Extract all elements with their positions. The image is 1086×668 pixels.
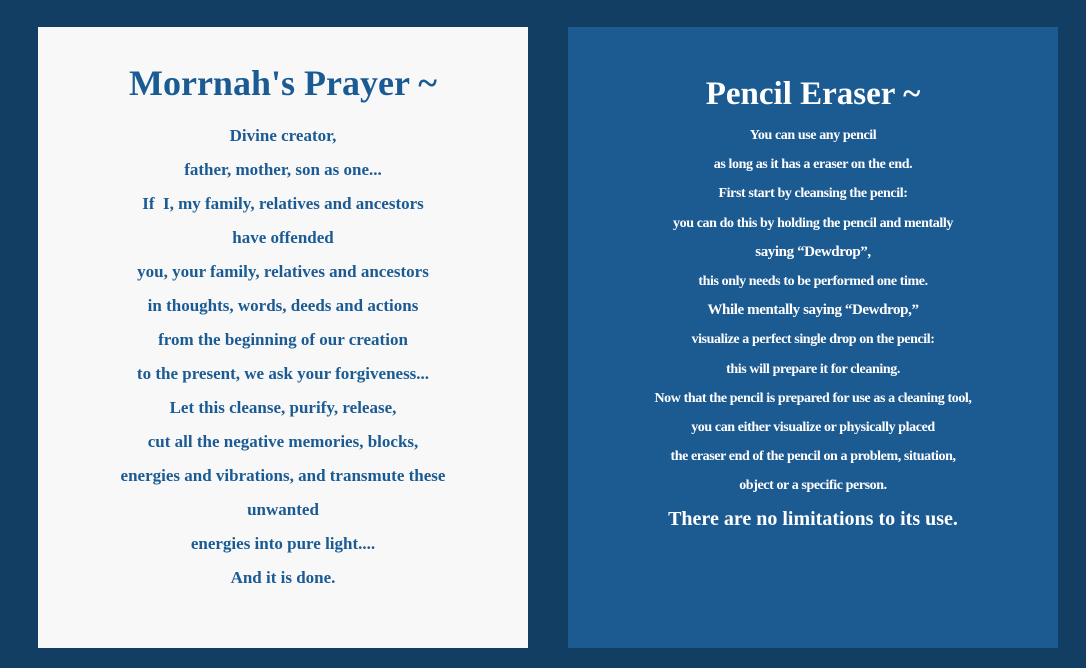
eraser-line: Now that the pencil is prepared for use as a cleaning tool, <box>654 390 972 406</box>
prayer-line: you, your family, relatives and ancestors <box>137 262 429 281</box>
prayer-line: unwanted <box>247 500 319 519</box>
eraser-line: the eraser end of the pencil on a problem, situation, <box>670 449 956 465</box>
prayer-title: Morrnah's Prayer ~ <box>129 63 437 103</box>
prayer-line: Let this cleanse, purify, release, <box>169 398 397 417</box>
eraser-line: you can either visualize or physically placed <box>691 420 935 436</box>
eraser-line: this will prepare it for cleaning. <box>726 361 900 377</box>
prayer-line: in thoughts, words, deeds and actions <box>147 296 419 315</box>
eraser-line: object or a specific person. <box>739 478 887 494</box>
eraser-line: as long as it has a eraser on the end. <box>713 157 913 173</box>
prayer-text <box>38 119 528 595</box>
eraser-line: saying “Dewdrop”, <box>755 243 871 260</box>
prayer-line: father, mother, son as one... <box>184 160 382 179</box>
prayer-line: energies into pure light.... <box>190 534 376 553</box>
morrnahs-prayer-card <box>38 27 528 648</box>
prayer-line: from the beginning of our creation <box>158 330 408 349</box>
prayer-line: Divine creator, <box>229 126 337 145</box>
pencil-eraser-card <box>568 27 1058 648</box>
eraser-line: First start by cleansing the pencil: <box>718 186 908 202</box>
prayer-line: If I, my family, relatives and ancestors <box>142 194 424 213</box>
eraser-closing: There are no limitations to its use. <box>668 507 958 530</box>
eraser-line: you can do this by holding the pencil and mentally <box>673 215 953 231</box>
eraser-line: this only needs to be performed one time. <box>698 274 928 290</box>
eraser-instructions <box>568 121 1058 501</box>
prayer-line: have offended <box>232 228 334 247</box>
prayer-line: to the present, we ask your forgiveness... <box>136 364 430 383</box>
prayer-line: energies and vibrations, and transmute these <box>120 466 446 485</box>
prayer-line: cut all the negative memories, blocks, <box>147 432 419 451</box>
eraser-title: Pencil Eraser ~ <box>705 76 921 112</box>
eraser-line: While mentally saying “Dewdrop,” <box>707 302 919 319</box>
prayer-line: And it is done. <box>230 568 336 587</box>
eraser-line: You can use any pencil <box>749 128 877 143</box>
eraser-line: visualize a perfect single drop on the pencil: <box>691 332 935 348</box>
